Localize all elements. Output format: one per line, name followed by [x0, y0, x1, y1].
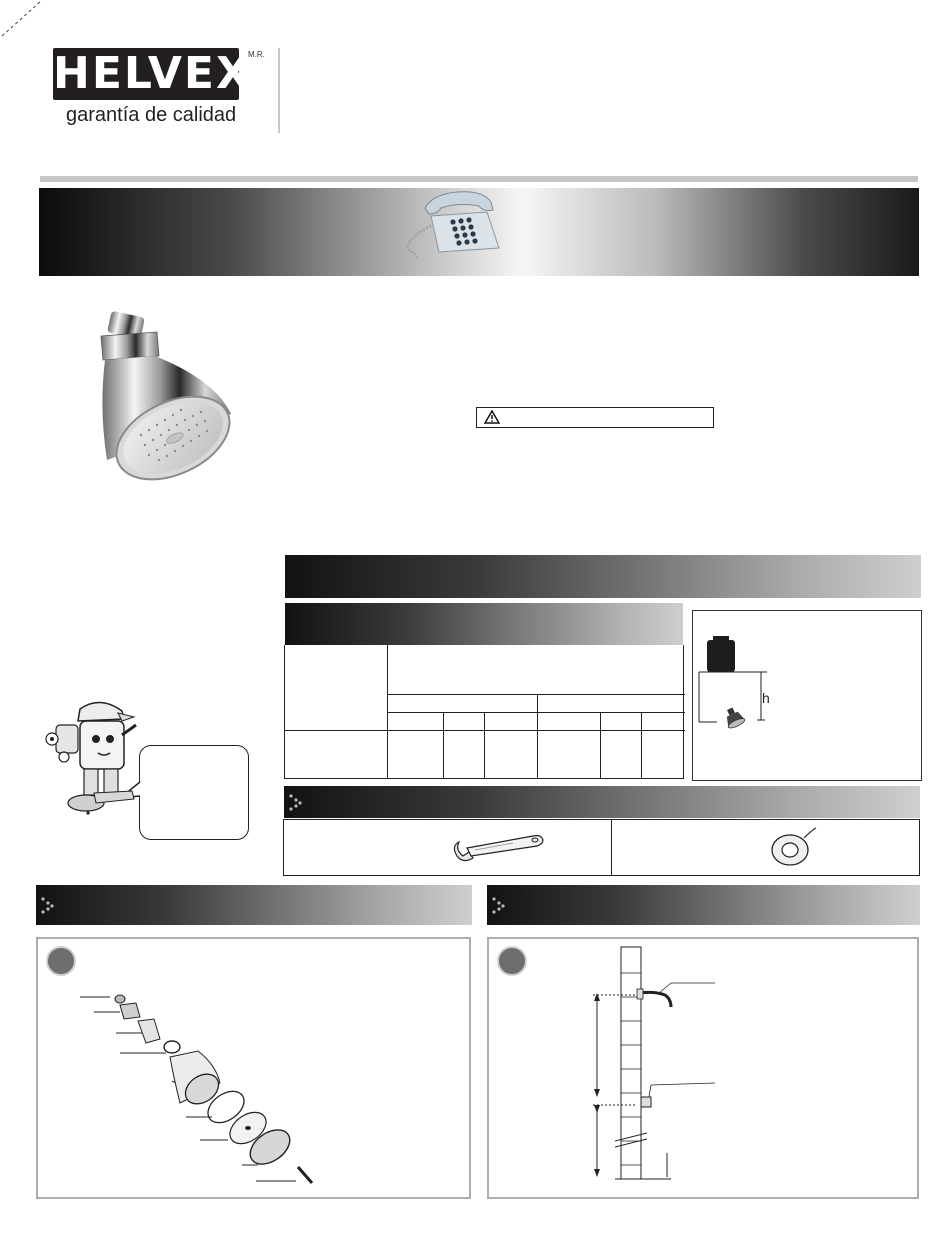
table-divider-vertical: [600, 712, 601, 779]
mascot-speech-bubble: [139, 745, 249, 840]
brand-name: HELVEX: [53, 48, 252, 99]
tools-divider: [611, 820, 612, 875]
telephone-icon: [395, 186, 505, 262]
specifications-header: [285, 555, 921, 598]
installation-header: [487, 885, 920, 925]
adjustable-wrench-icon: [453, 828, 545, 868]
dots-arrow-icon: [491, 896, 507, 914]
dots-arrow-icon: [288, 793, 304, 811]
crop-mark: [0, 0, 42, 40]
pressure-subheader: [285, 603, 683, 645]
trademark-mark: M.R.: [248, 50, 265, 59]
teflon-tape-icon: [768, 824, 818, 868]
warning-box: [476, 407, 714, 428]
step-1-marker: [497, 946, 527, 976]
tools-box: [283, 819, 920, 876]
table-divider-vertical: [443, 712, 444, 779]
shower-head-photo: [95, 310, 240, 482]
table-divider-vertical: [537, 694, 538, 779]
table-divider-vertical: [641, 712, 642, 779]
water-tank-diagram: [697, 636, 787, 746]
parts-header: [36, 885, 472, 925]
table-divider-row: [285, 730, 685, 731]
height-label: h: [762, 690, 770, 706]
warning-triangle-icon: [484, 410, 500, 424]
table-divider-vertical: [484, 712, 485, 779]
exploded-parts-diagram: [80, 985, 320, 1185]
table-divider-row: [387, 694, 685, 695]
top-rule: [40, 176, 918, 182]
plumber-mascot-illustration: [38, 695, 138, 820]
wall-installation-diagram: [585, 945, 715, 1185]
specifications-table: [284, 645, 684, 779]
brand-tagline: garantía de calidad: [66, 104, 237, 126]
dots-arrow-icon: [40, 896, 56, 914]
tools-header: [284, 786, 920, 818]
header-divider: [278, 48, 280, 133]
step-1-marker: [46, 946, 76, 976]
